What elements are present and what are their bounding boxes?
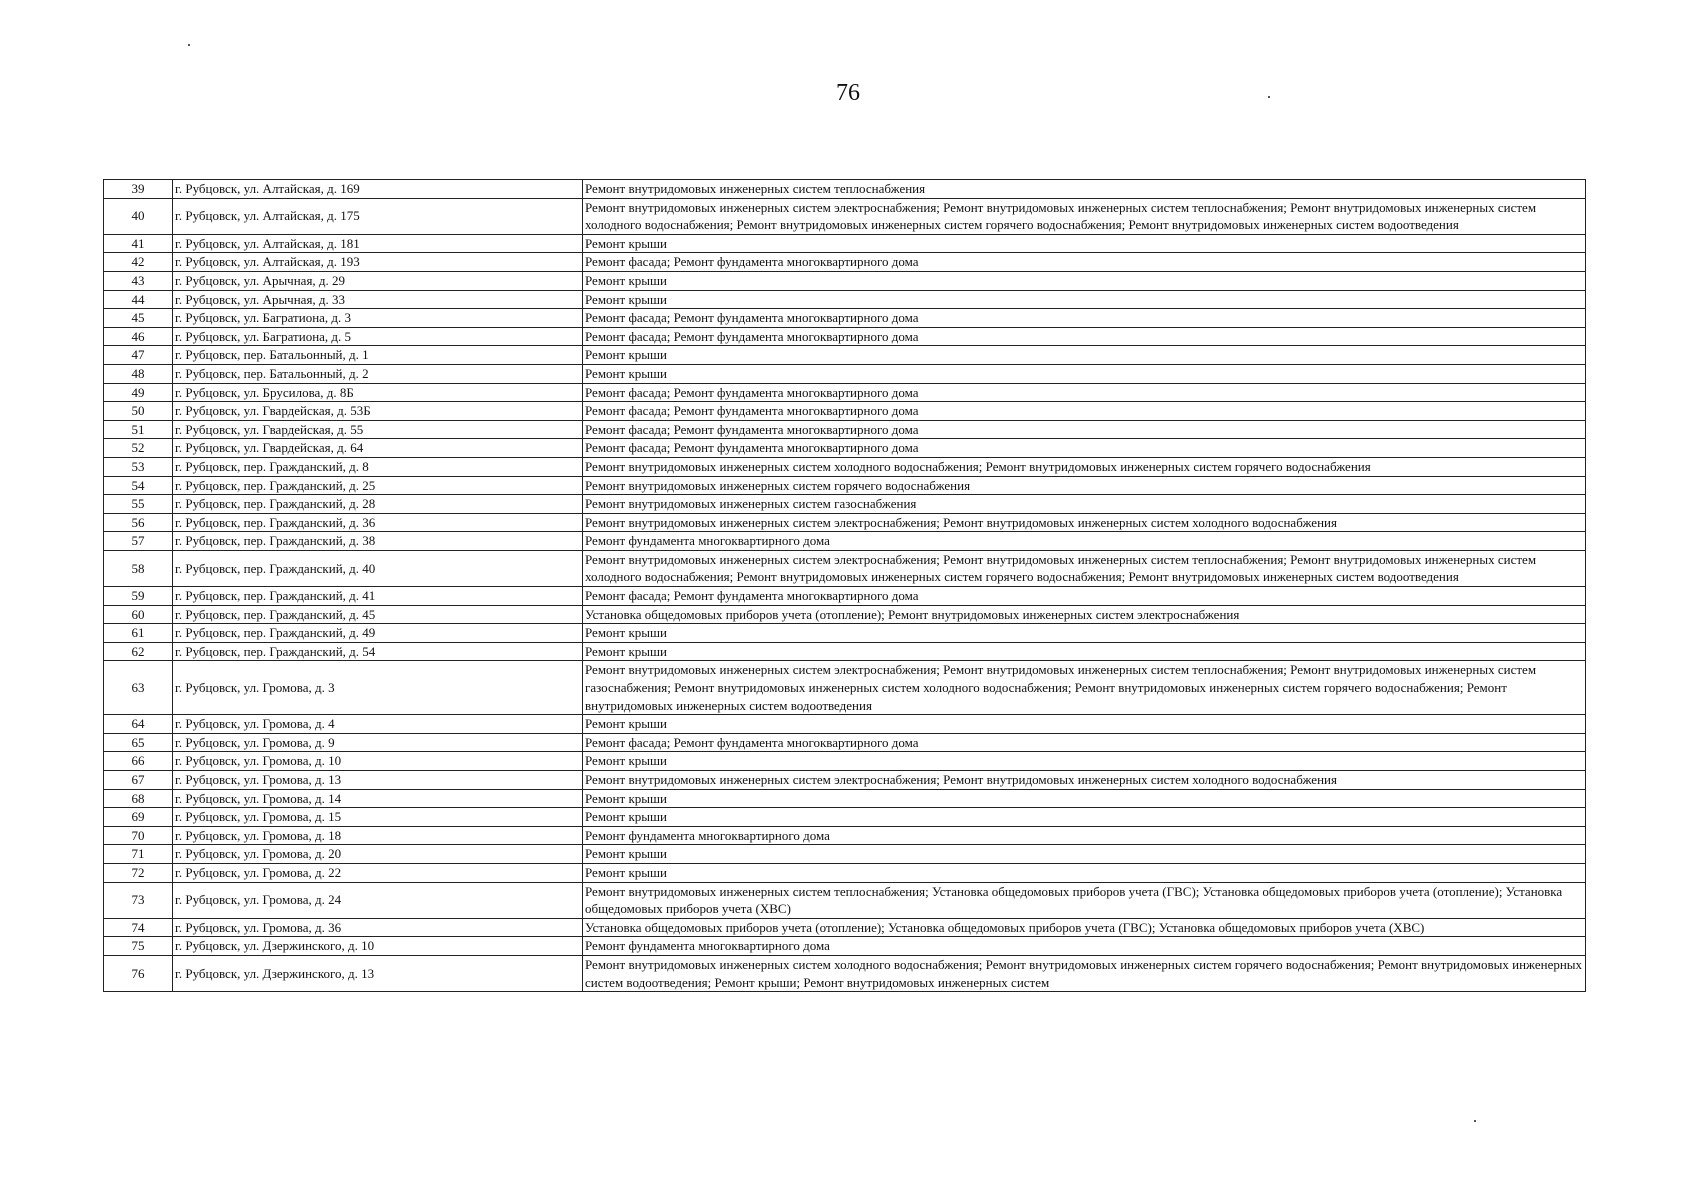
row-number-cell: 63 (104, 661, 173, 715)
row-number-cell: 40 (104, 198, 173, 234)
row-number-cell: 48 (104, 364, 173, 383)
address-cell: г. Рубцовск, ул. Брусилова, д. 8Б (173, 383, 583, 402)
scan-speck (1268, 96, 1270, 98)
row-number-cell: 65 (104, 733, 173, 752)
address-cell: г. Рубцовск, ул. Дзержинского, д. 10 (173, 937, 583, 956)
works-cell: Ремонт крыши (583, 271, 1586, 290)
address-cell: г. Рубцовск, ул. Громова, д. 18 (173, 826, 583, 845)
address-cell: г. Рубцовск, ул. Громова, д. 3 (173, 661, 583, 715)
page-number: 76 (836, 80, 860, 106)
row-number-cell: 53 (104, 457, 173, 476)
address-cell: г. Рубцовск, ул. Гвардейская, д. 55 (173, 420, 583, 439)
address-cell: г. Рубцовск, ул. Громова, д. 14 (173, 789, 583, 808)
works-cell: Ремонт фасада; Ремонт фундамента многоквартирного дома (583, 439, 1586, 458)
row-number-cell: 76 (104, 955, 173, 991)
row-number-cell: 47 (104, 346, 173, 365)
row-number-cell: 46 (104, 327, 173, 346)
table-row (104, 532, 1586, 551)
address-cell: г. Рубцовск, ул. Гвардейская, д. 53Б (173, 402, 583, 421)
address-cell: г. Рубцовск, ул. Громова, д. 20 (173, 845, 583, 864)
table-row (104, 605, 1586, 624)
row-number-cell: 64 (104, 715, 173, 734)
address-cell: г. Рубцовск, ул. Громова, д. 22 (173, 863, 583, 882)
table-row (104, 309, 1586, 328)
row-number-cell: 56 (104, 513, 173, 532)
table-row (104, 863, 1586, 882)
works-cell: Ремонт внутридомовых инженерных систем теплоснабжения; Установка общедомовых приборов учета (ГВС); Установка общедомовых приборов учета (отопление); Установка общедомовых приборов учета (ХВС) (583, 882, 1586, 918)
works-cell: Ремонт внутридомовых инженерных систем холодного водоснабжения; Ремонт внутридомовых инженерных систем горячего водоснабжения; Ремонт внутридомовых инженерных систем водоотведения; Ремонт крыши; Ремонт внутридомовых инженерных систем (583, 955, 1586, 991)
works-cell: Ремонт фундамента многоквартирного дома (583, 826, 1586, 845)
table-row (104, 771, 1586, 790)
works-cell: Ремонт крыши (583, 863, 1586, 882)
row-number-cell: 75 (104, 937, 173, 956)
table-row (104, 789, 1586, 808)
row-number-cell: 60 (104, 605, 173, 624)
address-cell: г. Рубцовск, ул. Дзержинского, д. 13 (173, 955, 583, 991)
row-number-cell: 51 (104, 420, 173, 439)
works-cell: Ремонт фундамента многоквартирного дома (583, 532, 1586, 551)
table-row (104, 882, 1586, 918)
address-cell: г. Рубцовск, ул. Арычная, д. 33 (173, 290, 583, 309)
row-number-cell: 70 (104, 826, 173, 845)
works-cell: Ремонт внутридомовых инженерных систем газоснабжения (583, 495, 1586, 514)
table-row (104, 327, 1586, 346)
table-row (104, 420, 1586, 439)
works-cell: Ремонт внутридомовых инженерных систем теплоснабжения (583, 180, 1586, 199)
works-cell: Ремонт фасада; Ремонт фундамента многоквартирного дома (583, 309, 1586, 328)
works-cell: Ремонт внутридомовых инженерных систем горячего водоснабжения (583, 476, 1586, 495)
table-row (104, 955, 1586, 991)
address-cell: г. Рубцовск, пер. Батальонный, д. 2 (173, 364, 583, 383)
address-cell: г. Рубцовск, ул. Алтайская, д. 193 (173, 253, 583, 272)
works-cell: Ремонт фасада; Ремонт фундамента многоквартирного дома (583, 587, 1586, 606)
works-cell: Ремонт внутридомовых инженерных систем электроснабжения; Ремонт внутридомовых инженерных систем теплоснабжения; Ремонт внутридомовых инженерных систем холодного водоснабжения; Ремонт внутридомовых инженерных систем горячего водоснабжения; Ремонт внутридомовых инженерных систем водоотведения (583, 198, 1586, 234)
works-cell: Ремонт крыши (583, 789, 1586, 808)
address-cell: г. Рубцовск, ул. Громова, д. 10 (173, 752, 583, 771)
table-row (104, 439, 1586, 458)
table-row (104, 808, 1586, 827)
table-row (104, 733, 1586, 752)
row-number-cell: 59 (104, 587, 173, 606)
table-row (104, 253, 1586, 272)
works-cell: Ремонт фасада; Ремонт фундамента многоквартирного дома (583, 420, 1586, 439)
works-cell: Ремонт крыши (583, 715, 1586, 734)
works-cell: Ремонт крыши (583, 290, 1586, 309)
table-row (104, 918, 1586, 937)
address-cell: г. Рубцовск, ул. Громова, д. 15 (173, 808, 583, 827)
address-cell: г. Рубцовск, пер. Гражданский, д. 36 (173, 513, 583, 532)
row-number-cell: 42 (104, 253, 173, 272)
address-cell: г. Рубцовск, пер. Гражданский, д. 49 (173, 624, 583, 643)
table-row (104, 624, 1586, 643)
row-number-cell: 49 (104, 383, 173, 402)
row-number-cell: 44 (104, 290, 173, 309)
table-row (104, 198, 1586, 234)
works-cell: Ремонт внутридомовых инженерных систем электроснабжения; Ремонт внутридомовых инженерных систем теплоснабжения; Ремонт внутридомовых инженерных систем холодного водоснабжения; Ремонт внутридомовых инженерных систем горячего водоснабжения; Ремонт внутридомовых инженерных систем водоотведения (583, 550, 1586, 586)
address-cell: г. Рубцовск, ул. Громова, д. 9 (173, 733, 583, 752)
table-row (104, 826, 1586, 845)
address-cell: г. Рубцовск, ул. Арычная, д. 29 (173, 271, 583, 290)
table-row (104, 752, 1586, 771)
repair-registry-table (103, 179, 1586, 992)
row-number-cell: 54 (104, 476, 173, 495)
table-row (104, 383, 1586, 402)
row-number-cell: 68 (104, 789, 173, 808)
address-cell: г. Рубцовск, пер. Гражданский, д. 28 (173, 495, 583, 514)
works-cell: Ремонт фундамента многоквартирного дома (583, 937, 1586, 956)
scan-speck (1474, 1120, 1476, 1122)
address-cell: г. Рубцовск, пер. Гражданский, д. 38 (173, 532, 583, 551)
row-number-cell: 67 (104, 771, 173, 790)
works-cell: Ремонт крыши (583, 752, 1586, 771)
table-row (104, 364, 1586, 383)
table-row (104, 402, 1586, 421)
works-cell: Установка общедомовых приборов учета (отопление); Установка общедомовых приборов учета (ГВС); Установка общедомовых приборов учета (ХВС) (583, 918, 1586, 937)
works-cell: Ремонт фасада; Ремонт фундамента многоквартирного дома (583, 733, 1586, 752)
row-number-cell: 74 (104, 918, 173, 937)
row-number-cell: 57 (104, 532, 173, 551)
row-number-cell: 58 (104, 550, 173, 586)
address-cell: г. Рубцовск, ул. Гвардейская, д. 64 (173, 439, 583, 458)
works-cell: Ремонт внутридомовых инженерных систем холодного водоснабжения; Ремонт внутридомовых инженерных систем горячего водоснабжения (583, 457, 1586, 476)
address-cell: г. Рубцовск, ул. Алтайская, д. 175 (173, 198, 583, 234)
works-cell: Ремонт фасада; Ремонт фундамента многоквартирного дома (583, 402, 1586, 421)
table-row (104, 495, 1586, 514)
address-cell: г. Рубцовск, пер. Гражданский, д. 8 (173, 457, 583, 476)
address-cell: г. Рубцовск, ул. Громова, д. 13 (173, 771, 583, 790)
works-cell: Ремонт фасада; Ремонт фундамента многоквартирного дома (583, 383, 1586, 402)
address-cell: г. Рубцовск, пер. Батальонный, д. 1 (173, 346, 583, 365)
table-row (104, 845, 1586, 864)
row-number-cell: 39 (104, 180, 173, 199)
address-cell: г. Рубцовск, пер. Гражданский, д. 40 (173, 550, 583, 586)
works-cell: Ремонт внутридомовых инженерных систем электроснабжения; Ремонт внутридомовых инженерных систем холодного водоснабжения (583, 771, 1586, 790)
works-cell: Установка общедомовых приборов учета (отопление); Ремонт внутридомовых инженерных систем электроснабжения (583, 605, 1586, 624)
address-cell: г. Рубцовск, пер. Гражданский, д. 41 (173, 587, 583, 606)
address-cell: г. Рубцовск, ул. Громова, д. 24 (173, 882, 583, 918)
table-row (104, 715, 1586, 734)
works-cell: Ремонт крыши (583, 364, 1586, 383)
row-number-cell: 43 (104, 271, 173, 290)
table-row (104, 937, 1586, 956)
works-cell: Ремонт крыши (583, 845, 1586, 864)
address-cell: г. Рубцовск, ул. Громова, д. 4 (173, 715, 583, 734)
table-row (104, 513, 1586, 532)
row-number-cell: 41 (104, 234, 173, 253)
table-row (104, 290, 1586, 309)
works-cell: Ремонт крыши (583, 808, 1586, 827)
address-cell: г. Рубцовск, пер. Гражданский, д. 45 (173, 605, 583, 624)
table-row (104, 271, 1586, 290)
address-cell: г. Рубцовск, ул. Алтайская, д. 169 (173, 180, 583, 199)
table-row (104, 180, 1586, 199)
row-number-cell: 66 (104, 752, 173, 771)
row-number-cell: 72 (104, 863, 173, 882)
works-cell: Ремонт крыши (583, 624, 1586, 643)
row-number-cell: 61 (104, 624, 173, 643)
row-number-cell: 69 (104, 808, 173, 827)
row-number-cell: 71 (104, 845, 173, 864)
row-number-cell: 52 (104, 439, 173, 458)
table-row (104, 642, 1586, 661)
address-cell: г. Рубцовск, ул. Алтайская, д. 181 (173, 234, 583, 253)
works-cell: Ремонт крыши (583, 642, 1586, 661)
table-body (104, 180, 1586, 992)
table-row (104, 550, 1586, 586)
works-cell: Ремонт фасада; Ремонт фундамента многоквартирного дома (583, 253, 1586, 272)
works-cell: Ремонт крыши (583, 346, 1586, 365)
row-number-cell: 62 (104, 642, 173, 661)
works-cell: Ремонт крыши (583, 234, 1586, 253)
works-cell: Ремонт внутридомовых инженерных систем электроснабжения; Ремонт внутридомовых инженерных систем холодного водоснабжения (583, 513, 1586, 532)
row-number-cell: 45 (104, 309, 173, 328)
row-number-cell: 50 (104, 402, 173, 421)
table-row (104, 346, 1586, 365)
table-row (104, 457, 1586, 476)
address-cell: г. Рубцовск, ул. Багратиона, д. 3 (173, 309, 583, 328)
address-cell: г. Рубцовск, ул. Громова, д. 36 (173, 918, 583, 937)
works-cell: Ремонт фасада; Ремонт фундамента многоквартирного дома (583, 327, 1586, 346)
table-row (104, 476, 1586, 495)
address-cell: г. Рубцовск, ул. Багратиона, д. 5 (173, 327, 583, 346)
row-number-cell: 73 (104, 882, 173, 918)
row-number-cell: 55 (104, 495, 173, 514)
table-row (104, 661, 1586, 715)
works-cell: Ремонт внутридомовых инженерных систем электроснабжения; Ремонт внутридомовых инженерных систем теплоснабжения; Ремонт внутридомовых инженерных систем газоснабжения; Ремонт внутридомовых инженерных систем холодного водоснабжения; Ремонт внутридомовых инженерных систем горячего водоснабжения; Ремонт внутридомовых инженерных систем водоотведения (583, 661, 1586, 715)
address-cell: г. Рубцовск, пер. Гражданский, д. 54 (173, 642, 583, 661)
scan-speck (188, 44, 190, 46)
table-row (104, 234, 1586, 253)
table-row (104, 587, 1586, 606)
address-cell: г. Рубцовск, пер. Гражданский, д. 25 (173, 476, 583, 495)
